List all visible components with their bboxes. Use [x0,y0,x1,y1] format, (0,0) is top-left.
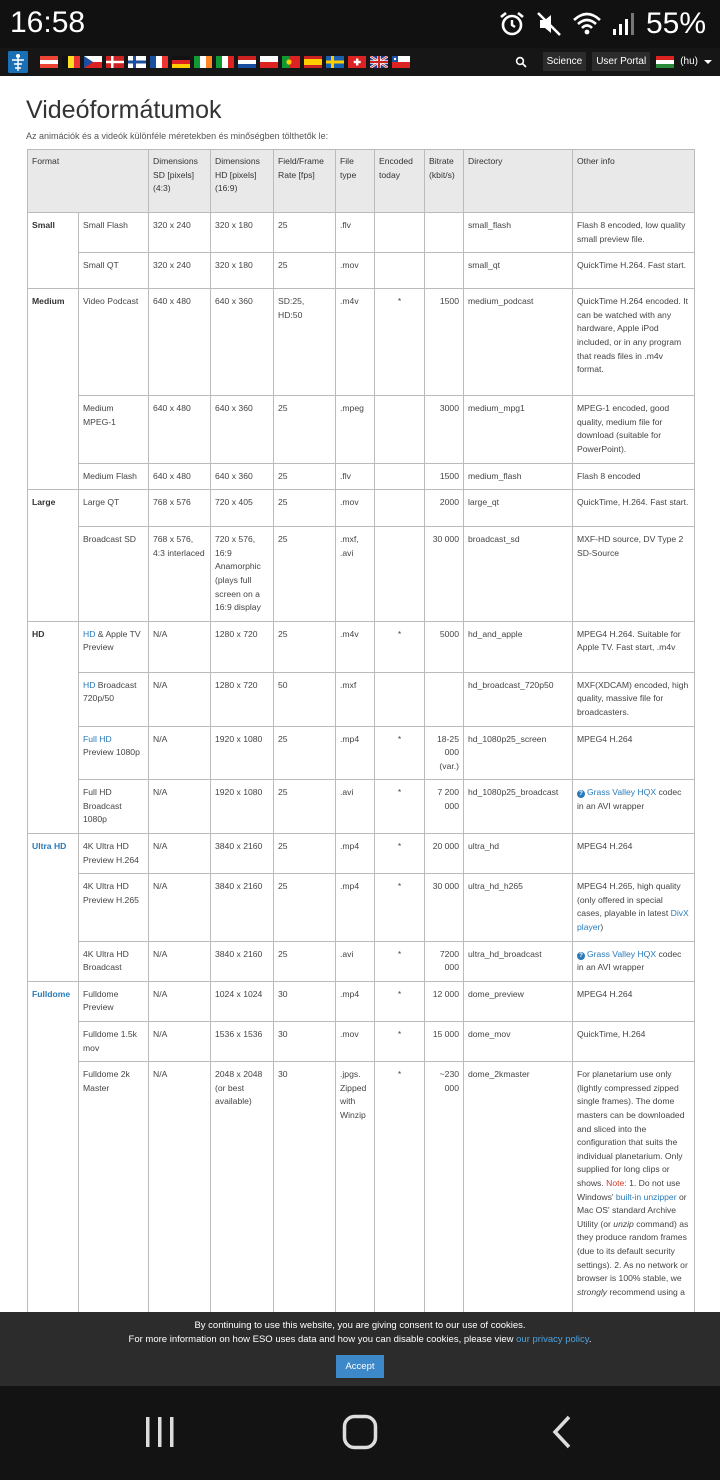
other-info: MXF-HD source, DV Type 2 SD-Source [573,527,695,622]
dims-sd: N/A [149,726,211,780]
flag-poland-icon[interactable] [260,56,278,68]
flag-italy-icon[interactable] [216,56,234,68]
file-type: .mp4 [336,874,375,941]
other-info: QuickTime H.264. Fast start. [573,253,695,289]
format-name: 4K Ultra HD Preview H.264 [79,834,149,874]
table-row [28,941,695,981]
user-portal-button[interactable]: User Portal [592,52,650,71]
other-info: MXF(XDCAM) encoded, high quality, massive file for broadcasters. [573,672,695,726]
directory-link[interactable]: hd_1080p25_screen [464,726,573,780]
file-type: .flv [336,463,375,490]
other-info: QuickTime H.264 encoded. It can be watched with any hardware, Apple iPod included, or in any program that reads files in .m4v format. [573,289,695,396]
header-bitrate: Bitrate (kbit/s) [425,150,464,213]
bitrate: 7 200 000 [425,780,464,834]
video-formats-table [27,149,695,1312]
file-type: .mov [336,1022,375,1062]
page-content [0,76,720,1312]
dims-hd: 640 x 360 [211,463,274,490]
encoded-today [375,396,425,463]
cookie-banner [0,1312,720,1386]
format-name: HD & Apple TV Preview [79,621,149,672]
site-navbar [0,48,720,76]
table-row [28,726,695,780]
header-directory: Directory [464,150,573,213]
format-name: Fulldome Preview [79,981,149,1021]
language-selector[interactable]: (hu) [680,56,698,67]
table-row [28,253,695,289]
file-type: .m4v [336,289,375,396]
other-info: MPEG4 H.264 [573,981,695,1021]
format-name: Broadcast SD [79,527,149,622]
grass-valley-link[interactable]: Grass Valley HQX [587,948,657,959]
header-other-info: Other info [573,150,695,213]
status-time: 16:58 [10,6,86,39]
bitrate: 20 000 [425,834,464,874]
dims-hd: 3840 x 2160 [211,834,274,874]
bitrate: 2000 [425,490,464,527]
flag-ireland-icon[interactable] [194,56,212,68]
other-info: QuickTime, H.264. Fast start. [573,490,695,527]
format-name: Small Flash [79,213,149,253]
dims-sd: N/A [149,621,211,672]
other-info: MPEG4 H.264 [573,726,695,780]
header-file-type: File type [336,150,375,213]
back-icon[interactable] [550,1414,574,1450]
battery-percent: 55% [645,7,706,40]
frame-rate: 25 [274,874,336,941]
table-row [28,527,695,622]
header-format: Format [28,150,149,213]
help-icon: ? [577,790,585,798]
status-bar [0,0,720,48]
system-navigation-bar [0,1386,720,1480]
directory-link[interactable]: hd_and_apple [464,621,573,672]
flag-finland-icon[interactable] [128,56,146,68]
dims-hd: 1280 x 720 [211,621,274,672]
other-info: ? Grass Valley HQX codec in an AVI wrapper [573,941,695,981]
table-row [28,396,695,463]
encoded-today [375,527,425,622]
table-header-row [28,150,695,213]
flag-france-icon[interactable] [150,56,168,68]
table-row [28,780,695,834]
science-button[interactable]: Science [543,52,587,71]
dims-hd: 640 x 360 [211,396,274,463]
frame-rate: 50 [274,672,336,726]
group-small: Small [28,213,79,289]
dims-sd: N/A [149,1022,211,1062]
flag-portugal-icon[interactable] [282,56,300,68]
flag-belgium-icon[interactable] [62,56,80,68]
dims-hd: 1536 x 1536 [211,1022,274,1062]
directory-link[interactable]: hd_broadcast_720p50 [464,672,573,726]
flag-uk-icon[interactable] [370,56,388,68]
group-hd: HD [28,621,79,833]
dims-hd: 720 x 576, 16:9 Anamorphic (plays full screen on a 16:9 display [211,527,274,622]
bitrate: 12 000 [425,981,464,1021]
table-row [28,1062,695,1312]
group-medium: Medium [28,289,79,490]
dims-sd: 320 x 240 [149,213,211,253]
chevron-down-icon[interactable] [704,59,712,65]
frame-rate: 25 [274,726,336,780]
frame-rate: 25 [274,941,336,981]
frame-rate: 25 [274,463,336,490]
full-hd-link[interactable]: Full HD [83,733,112,744]
dims-sd: N/A [149,874,211,941]
encoded-today: * [375,981,425,1021]
search-icon[interactable] [515,56,527,68]
directory-link[interactable]: large_qt [464,490,573,527]
directory-link[interactable]: small_qt [464,253,573,289]
other-info: For planetarium use only (lightly compressed zipped single frames). The dome masters can be downloaded and sliced into the configuration that suits the individual planetarium. Only supplied for long clips or shows. Note: 1. Do not use Windows' built-in unzipper or Mac OS' standard Archive Utility (or unzip command) as they produce random frames (due to its default security settings). 2. As no network or browser is 100% stable, we strongly recommend using a [573,1062,695,1312]
encoded-today: * [375,1022,425,1062]
frame-rate: 30 [274,981,336,1021]
dims-sd: N/A [149,780,211,834]
hd-link[interactable]: HD [83,679,96,690]
format-name: Medium Flash [79,463,149,490]
encoded-today: * [375,780,425,834]
dims-hd: 2048 x 2048 (or best available) [211,1062,274,1312]
header-dims-hd: Dimensions HD [pixels] (16:9) [211,150,274,213]
flag-czech-icon[interactable] [84,56,102,68]
encoded-today [375,672,425,726]
built-in-unzipper-link[interactable]: built-in unzipper [615,1191,677,1202]
file-type: .jpgs. Zipped with Winzip [336,1062,375,1312]
table-row [28,1022,695,1062]
page-intro: Az animációk és a videók különféle méretekben és minőségben tölthetők le: [26,131,329,141]
header-encoded: Encoded today [375,150,425,213]
dims-hd: 640 x 360 [211,289,274,396]
directory-link[interactable]: dome_preview [464,981,573,1021]
accept-cookies-button[interactable]: Accept [336,1355,383,1378]
frame-rate: SD:25, HD:50 [274,289,336,396]
dims-sd: N/A [149,941,211,981]
flag-sweden-icon[interactable] [326,56,344,68]
flag-denmark-icon[interactable] [106,56,124,68]
format-name: 4K Ultra HD Broadcast [79,941,149,981]
dims-hd: 1920 x 1080 [211,726,274,780]
file-type: .mxf, .avi [336,527,375,622]
dims-sd: 768 x 576 [149,490,211,527]
dims-hd: 3840 x 2160 [211,941,274,981]
mute-icon [536,10,562,38]
other-info: MPEG4 H.264. Suitable for Apple TV. Fast start, .m4v [573,621,695,672]
group-large: Large [28,490,79,622]
encoded-today: * [375,874,425,941]
group-ultra-hd[interactable]: Ultra HD [28,834,79,982]
frame-rate: 25 [274,834,336,874]
file-type: .flv [336,213,375,253]
other-info: MPEG4 H.265, high quality (only offered in special cases, playable in latest DivX player) [573,874,695,941]
dims-sd: N/A [149,672,211,726]
frame-rate: 25 [274,253,336,289]
flag-germany-icon[interactable] [172,56,190,68]
table-row [28,981,695,1021]
bitrate [425,672,464,726]
dims-hd: 1024 x 1024 [211,981,274,1021]
header-frame-rate: Field/Frame Rate [fps] [274,150,336,213]
cookie-info-text: For more information on how ESO uses data and how you can disable cookies, please view our privacy policy. [128,1334,592,1345]
bitrate: ~230 000 [425,1062,464,1312]
table-row [28,834,695,874]
dims-hd: 1280 x 720 [211,672,274,726]
directory-link[interactable]: medium_podcast [464,289,573,396]
other-info: Flash 8 encoded [573,463,695,490]
bitrate: 30 000 [425,527,464,622]
bitrate: 3000 [425,396,464,463]
table-row [28,463,695,490]
dims-sd: N/A [149,1062,211,1312]
format-name: Fulldome 2k Master [79,1062,149,1312]
bitrate: 30 000 [425,874,464,941]
wifi-icon [572,10,602,38]
bitrate: 18-25 000 (var.) [425,726,464,780]
file-type: .mp4 [336,726,375,780]
file-type: .avi [336,941,375,981]
bitrate: 5000 [425,621,464,672]
privacy-policy-link[interactable]: our privacy policy [516,1334,589,1345]
encoded-today: * [375,621,425,672]
format-name: Medium MPEG-1 [79,396,149,463]
bitrate: 7200 000 [425,941,464,981]
frame-rate: 25 [274,527,336,622]
other-info: QuickTime, H.264 [573,1022,695,1062]
format-name: Fulldome 1.5k mov [79,1022,149,1062]
hd-link[interactable]: HD [83,628,96,639]
dims-hd: 720 x 405 [211,490,274,527]
encoded-today: * [375,289,425,396]
directory-link[interactable]: medium_flash [464,463,573,490]
dims-hd: 3840 x 2160 [211,874,274,941]
encoded-today: * [375,1062,425,1312]
other-info: ? Grass Valley HQX codec in an AVI wrapper [573,780,695,834]
home-icon[interactable] [342,1414,378,1450]
table-row [28,672,695,726]
dims-sd: 768 x 576, 4:3 interlaced [149,527,211,622]
dims-hd: 1920 x 1080 [211,780,274,834]
format-name: Large QT [79,490,149,527]
file-type: .mp4 [336,981,375,1021]
eso-logo-icon[interactable] [8,51,28,73]
directory-link[interactable]: broadcast_sd [464,527,573,622]
table-row [28,490,695,527]
header-dims-sd: Dimensions SD [pixels] (4:3) [149,150,211,213]
table-row [28,874,695,941]
format-name: Small QT [79,253,149,289]
encoded-today: * [375,726,425,780]
frame-rate: 30 [274,1062,336,1312]
dims-sd: 640 x 480 [149,463,211,490]
flag-hungary-icon[interactable] [656,56,674,68]
directory-link[interactable]: hd_1080p25_broadcast [464,780,573,834]
frame-rate: 30 [274,1022,336,1062]
file-type: .mpeg [336,396,375,463]
recent-apps-icon[interactable] [144,1414,176,1450]
file-type: .mov [336,490,375,527]
directory-link[interactable]: small_flash [464,213,573,253]
alarm-icon [498,10,526,38]
encoded-today [375,490,425,527]
flag-switzerland-icon[interactable] [348,56,366,68]
directory-link[interactable]: ultra_hd [464,834,573,874]
directory-link[interactable]: dome_2kmaster [464,1062,573,1312]
frame-rate: 25 [274,490,336,527]
frame-rate: 25 [274,780,336,834]
other-info: MPEG4 H.264 [573,834,695,874]
table-row [28,621,695,672]
status-icons [498,6,706,42]
bitrate [425,213,464,253]
flag-netherlands-icon[interactable] [238,56,256,68]
frame-rate: 25 [274,396,336,463]
table-row [28,289,695,396]
encoded-today [375,213,425,253]
encoded-today: * [375,834,425,874]
bitrate [425,253,464,289]
note-label: Note: [606,1177,627,1188]
frame-rate: 25 [274,621,336,672]
flag-chile-icon[interactable] [392,56,410,68]
file-type: .avi [336,780,375,834]
group-fulldome[interactable]: Fulldome [28,981,79,1312]
file-type: .mp4 [336,834,375,874]
encoded-today: * [375,941,425,981]
flag-spain-icon[interactable] [304,56,322,68]
dims-sd: 320 x 240 [149,253,211,289]
dims-hd: 320 x 180 [211,253,274,289]
file-type: .m4v [336,621,375,672]
page-title: Videóformátumok [26,96,222,124]
encoded-today [375,253,425,289]
directory-link[interactable]: dome_mov [464,1022,573,1062]
directory-link[interactable]: medium_mpg1 [464,396,573,463]
dims-sd: 640 x 480 [149,396,211,463]
help-icon: ? [577,952,585,960]
other-info: Flash 8 encoded, low quality small preview file. [573,213,695,253]
format-name: Full HD Preview 1080p [79,726,149,780]
cookie-consent-text: By continuing to use this website, you are giving consent to our use of cookies. [194,1320,526,1331]
flag-austria-icon[interactable] [40,56,58,68]
format-name: Full HD Broadcast 1080p [79,780,149,834]
divx-player-link[interactable]: DivX player [577,908,689,933]
frame-rate: 25 [274,213,336,253]
signal-icon [612,10,636,38]
encoded-today [375,463,425,490]
grass-valley-link[interactable]: Grass Valley HQX [587,787,657,798]
bitrate: 1500 [425,463,464,490]
table-row [28,213,695,253]
format-name: Video Podcast [79,289,149,396]
navbar-right [515,52,712,71]
file-type: .mov [336,253,375,289]
format-name: HD Broadcast 720p/50 [79,672,149,726]
directory-link[interactable]: ultra_hd_h265 [464,874,573,941]
bitrate: 1500 [425,289,464,396]
file-type: .mxf [336,672,375,726]
dims-hd: 320 x 180 [211,213,274,253]
bitrate: 15 000 [425,1022,464,1062]
dims-sd: N/A [149,834,211,874]
dims-sd: N/A [149,981,211,1021]
other-info: MPEG-1 encoded, good quality, medium file for download (suitable for PowerPoint). [573,396,695,463]
directory-link[interactable]: ultra_hd_broadcast [464,941,573,981]
format-name: 4K Ultra HD Preview H.265 [79,874,149,941]
dims-sd: 640 x 480 [149,289,211,396]
language-flags [40,56,410,68]
